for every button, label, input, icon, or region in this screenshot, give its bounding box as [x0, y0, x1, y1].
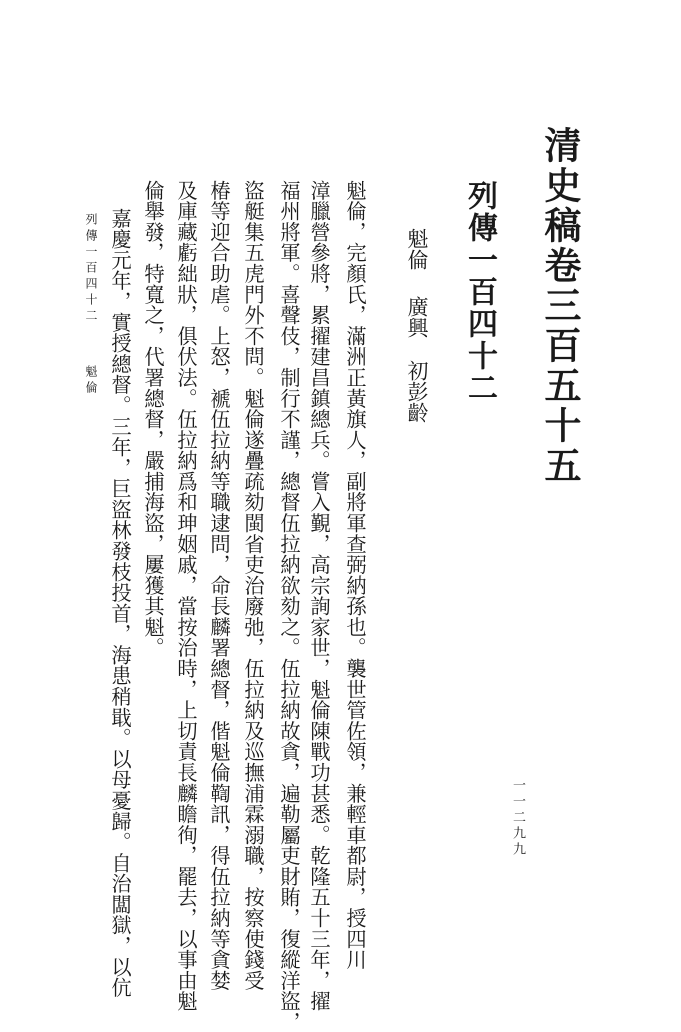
subject-name: 魁倫 [405, 228, 429, 270]
chapter-title: 列傳一百四十二 [462, 180, 497, 404]
body-line: 福州將軍。喜聲伎，制行不謹，總督伍拉納欲劾之。伍拉納故貪，遍勒屬吏財賄，復縱洋盜， [277, 180, 301, 1032]
body-line: 盜艇集五虎門外不問。魁倫遂疊疏劾閩省吏治廢弛，伍拉納及巡撫浦霖溺職，按察使錢受 [241, 180, 265, 991]
subject-name: 廣興 [405, 296, 429, 338]
volume-title: 清史稿卷三百五十五 [538, 126, 582, 486]
subject-names [404, 228, 430, 423]
margin-running-head [84, 213, 98, 397]
body-line: 椿等迎合助虐。上怒，褫伍拉納等職逮問，命長麟署總督，偕魁倫鞫訊，得伍拉納等貪婪 [207, 180, 231, 991]
margin-name-label: 魁倫 [84, 365, 98, 397]
body-line: 漳臘營參將，累擢建昌鎮總兵。嘗入覲，高宗詢家世，魁倫陳戰功甚悉。乾隆五十三年，擢 [307, 180, 331, 1012]
margin-chapter-label: 列傳一百四十二 [84, 213, 98, 325]
body-line: 倫舉發，特寬之，代署總督，嚴捕海盜，屢獲其魁。 [141, 180, 165, 659]
page-number: 一一二九九 [510, 778, 525, 858]
body-line: 魁倫，完顏氏，滿洲正黃旗人，副將軍查弼納孫也。襲世管佐領，兼輕車都尉，授四川 [343, 180, 367, 971]
subject-name: 初彭齡 [405, 360, 429, 423]
body-line: 嘉慶元年，實授總督。三年，巨盜林發枝投首，海患稍戢。以母憂歸。自治闆獄，以伉 [108, 208, 132, 999]
body-line: 及庫藏虧絀狀，俱伏法。伍拉納爲和珅姻戚，當按治時，上切責長麟瞻徇，罷去，以事由魁 [174, 180, 198, 1012]
